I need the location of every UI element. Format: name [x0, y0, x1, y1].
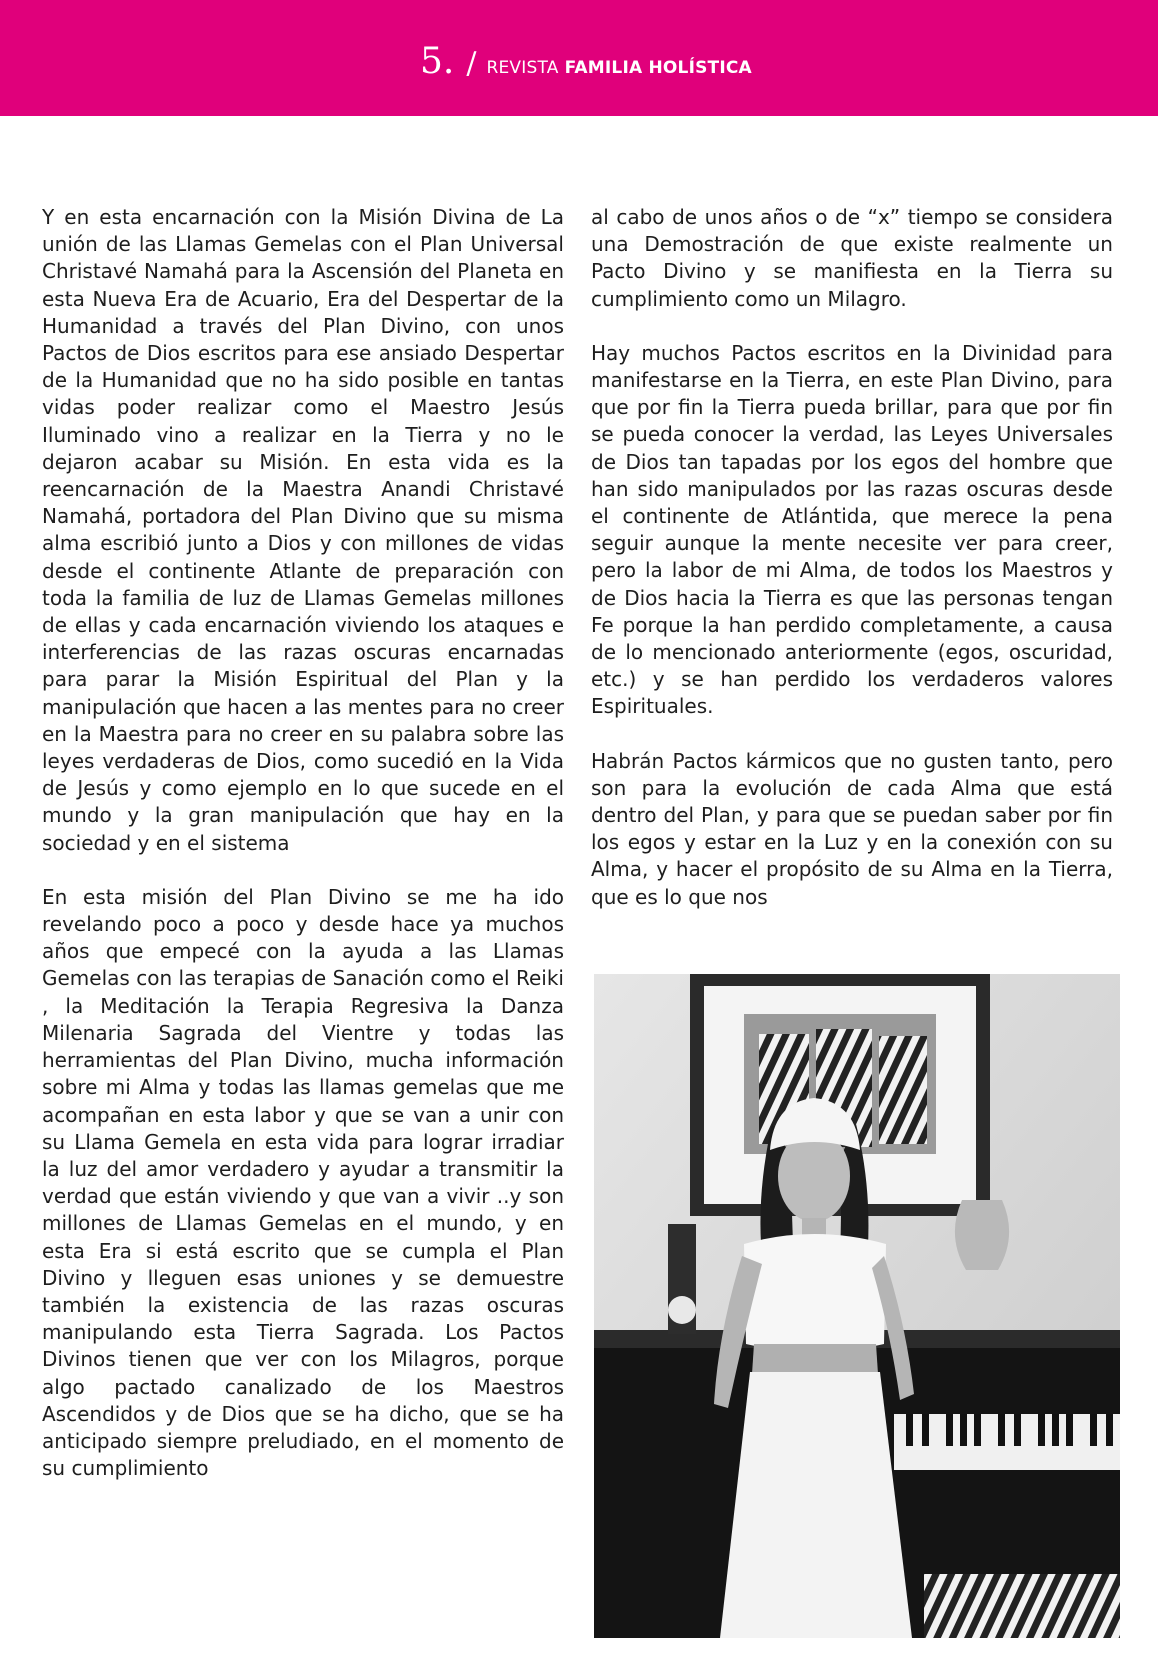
magazine-prefix: REVISTA	[486, 58, 559, 78]
page-header	[0, 0, 1158, 116]
photo-illustration	[594, 974, 1120, 1638]
left-paragraph-2: En esta misión del Plan Divino se me ha ido revelando poco a poco y desde hace ya muchos años que empecé con la ayuda a las Llamas Gemelas con las terapias de Sanación como el Reiki , la Meditación la Terapia Regresiva la Danza Milenaria Sagrada del Vientre y todas las herramientas del Plan Divino, mucha información sobre mi Alma y todas las llamas gemelas que me acompañan en esta labor y que se van a unir con su Llama Gemela en esta vida para lograr irradiar la luz del amor verdadero y ayudar a transmitir la verdad que están viviendo y que van a vivir ..y son millones de Llamas Gemelas en el mundo, y en esta Era si está escrito que se cumpla el Plan Divino y lleguen esas uniones y se demuestre también la existencia de las razas oscuras manipulando esta Tierra Sagrada. Los Pactos Divinos tienen que ver con los Milagros, porque algo pactado canalizado de los Maestros Ascendidos y de Dios que se ha dicho, que se ha anticipado siempre preludiado, en el momento de su cumplimiento	[42, 884, 564, 1481]
right-paragraph-1: al cabo de unos años o de “x” tiempo se considera una Demostración de que existe realmente un Pacto Divino y se manifiesta en la Tierra su cumplimiento como un Milagro.	[591, 205, 1113, 311]
page-number: 5.	[420, 41, 455, 82]
zebra-stool	[924, 1574, 1120, 1638]
magazine-name: FAMILIA HOLÍSTICA	[564, 58, 752, 78]
right-paragraph-2: Hay muchos Pactos escritos en la Divinidad para manifestarse en la Tierra, en este Plan Divino, para que por fin la Tierra pueda brillar, para que por fin se pueda conocer la verdad, las Leyes Universales de Dios tan tapadas por los egos del hombre que han sido manipulados por las razas oscuras desde el continente de Atlántida, que merece la pena seguir aunque la mente necesite ver para creer, pero la labor de mi Alma, de todos los Maestros y de Dios hacia la Tierra es que las personas tengan Fe porque la han perdido completamente, a causa de lo mencionado anteriormente (egos, oscuridad, etc.) y se han perdido los verdaderos valores Espirituales.	[591, 340, 1113, 719]
left-column	[42, 204, 564, 1509]
white-top	[744, 1234, 886, 1352]
header-title	[420, 41, 752, 84]
right-column	[591, 204, 1113, 938]
left-paragraph-1: Y en esta encarnación con la Misión Divina de La unión de las Llamas Gemelas con el Plan Universal Christavé Namahá para la Ascensión del Planeta en esta Nueva Era de Acuario, Era del Despertar de la Humanidad a través del Plan Divino, con unos Pactos de Dios escritos para ese ansiado Despertar de la Humanidad que no ha sido posible en tantas vidas poder realizar como el Maestro Jesús Iluminado vino a realizar en la Tierra y no le dejaron acabar su Misión. En esta vida es la reencarnación de la Maestra Anandi Christavé Namahá, portadora del Plan Divino que su misma alma escribió junto a Dios y con millones de vidas desde el continente Atlante de preparación con toda la familia de luz de Llamas Gemelas millones de ellas y cada encarnación viviendo los ataques e interferencias de las razas oscuras encarnadas para parar la Misión Espiritual del Plan y la manipulación que hacen a las mentes para no creer en la Maestra para no creer en su palabra sobre las leyes verdaderas de Dios, como sucedió en la Vida de Jesús y como ejemplo en lo que sucede en el mundo y la gran manipulación que hay en la sociedad y en el sistema	[42, 205, 564, 855]
white-skirt	[720, 1372, 912, 1638]
vase	[955, 1200, 1009, 1270]
woman-photo	[594, 974, 1120, 1638]
header-separator: /	[466, 46, 477, 81]
zebra-3	[879, 1036, 927, 1144]
right-paragraph-3: Habrán Pactos kármicos que no gusten tanto, pero son para la evolución de cada Alma que está dentro del Plan, y para que se puedan saber por fin los egos y estar en la Luz y en la conexión con su Alma, y hacer el propósito de su Alma en la Tierra, que es lo que nos	[591, 748, 1113, 909]
midriff	[752, 1344, 878, 1374]
round-candle	[668, 1296, 696, 1324]
